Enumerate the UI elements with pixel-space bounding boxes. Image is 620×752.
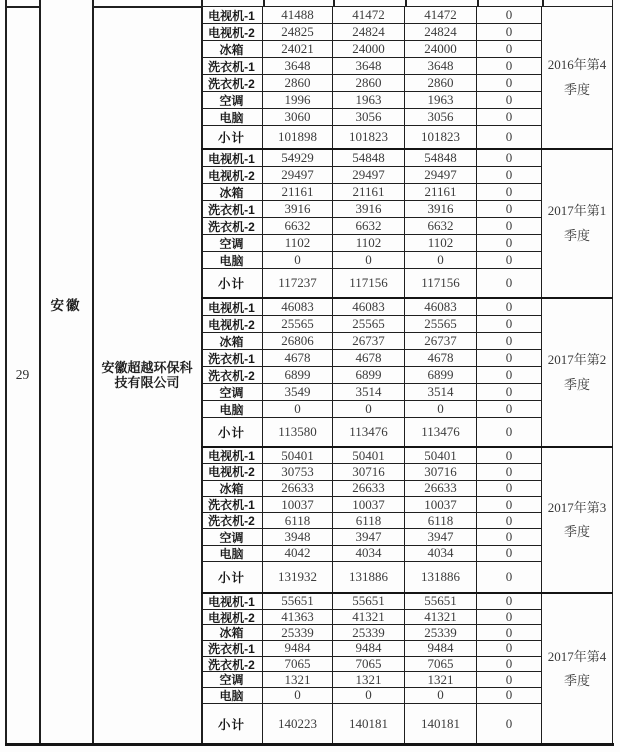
subtotal-label: 小计 bbox=[201, 126, 263, 148]
value-cell: 0 bbox=[477, 109, 542, 126]
value-cell: 0 bbox=[477, 384, 542, 401]
value-cell: 0 bbox=[477, 688, 542, 704]
value-cell: 0 bbox=[477, 657, 542, 673]
value-cell: 41321 bbox=[405, 610, 477, 626]
value-cell: 1963 bbox=[405, 92, 477, 109]
subtotal-label: 小计 bbox=[201, 562, 263, 592]
value-cell: 25339 bbox=[405, 625, 477, 641]
value-cell: 3056 bbox=[405, 109, 477, 126]
value-cell: 9484 bbox=[405, 641, 477, 657]
value-cell: 24000 bbox=[405, 41, 477, 58]
value-cell: 3916 bbox=[333, 201, 405, 218]
row-index-cell bbox=[6, 6, 39, 743]
subtotal-value-cell: 131886 bbox=[333, 562, 405, 592]
value-cell: 21161 bbox=[405, 184, 477, 201]
subtotal-value-cell: 113476 bbox=[405, 418, 477, 446]
value-cell: 0 bbox=[477, 672, 542, 688]
category-label: 电视机-1 bbox=[201, 594, 263, 610]
subtotal-value-cell: 101898 bbox=[263, 126, 333, 148]
subtotal-value-cell: 117237 bbox=[263, 269, 333, 297]
category-label: 冰箱 bbox=[201, 184, 263, 201]
value-cell: 7065 bbox=[333, 657, 405, 673]
value-cell: 2860 bbox=[405, 75, 477, 92]
value-cell: 4042 bbox=[263, 546, 333, 562]
value-cell: 2860 bbox=[263, 75, 333, 92]
value-cell: 55651 bbox=[333, 594, 405, 610]
value-cell: 50401 bbox=[263, 448, 333, 464]
company-cell bbox=[93, 6, 201, 743]
value-cell: 26737 bbox=[405, 333, 477, 350]
value-cell: 10037 bbox=[333, 497, 405, 513]
quarter-label: 2017年第4季度 bbox=[542, 594, 613, 744]
category-label: 洗衣机-1 bbox=[201, 497, 263, 513]
category-label: 电视机-1 bbox=[201, 150, 263, 167]
value-cell: 0 bbox=[477, 150, 542, 167]
value-cell: 0 bbox=[477, 41, 542, 58]
value-cell: 46083 bbox=[263, 299, 333, 316]
value-cell: 3648 bbox=[333, 58, 405, 75]
value-cell: 1321 bbox=[263, 672, 333, 688]
value-cell: 25339 bbox=[263, 625, 333, 641]
value-cell: 1102 bbox=[263, 235, 333, 252]
value-cell: 0 bbox=[477, 58, 542, 75]
category-label: 洗衣机-1 bbox=[201, 201, 263, 218]
value-cell: 3514 bbox=[405, 384, 477, 401]
quarter-label: 2017年第2季度 bbox=[542, 299, 613, 446]
value-cell: 26633 bbox=[333, 481, 405, 497]
value-cell: 29497 bbox=[263, 167, 333, 184]
value-cell: 0 bbox=[333, 688, 405, 704]
value-cell: 4678 bbox=[263, 350, 333, 367]
quarter-block-2017-q3 bbox=[201, 446, 613, 592]
subtotal-value-cell: 117156 bbox=[405, 269, 477, 297]
quarter-label: 2017年第1季度 bbox=[542, 150, 613, 297]
table-border-bottom bbox=[5, 743, 614, 746]
value-cell: 41321 bbox=[333, 610, 405, 626]
value-cell: 6899 bbox=[263, 367, 333, 384]
value-cell: 4678 bbox=[405, 350, 477, 367]
subtotal-value-cell: 131886 bbox=[405, 562, 477, 592]
value-cell: 6118 bbox=[405, 513, 477, 529]
value-cell: 0 bbox=[477, 610, 542, 626]
value-cell: 1963 bbox=[333, 92, 405, 109]
value-cell: 41488 bbox=[263, 7, 333, 24]
category-label: 电视机-2 bbox=[201, 167, 263, 184]
value-cell: 1321 bbox=[405, 672, 477, 688]
quarter-block-2017-q2 bbox=[201, 297, 613, 446]
quarter-block-2017-q1 bbox=[201, 148, 613, 297]
subtotal-value-cell: 101823 bbox=[333, 126, 405, 148]
value-cell: 24824 bbox=[333, 24, 405, 41]
value-cell: 0 bbox=[477, 448, 542, 464]
value-cell: 24000 bbox=[333, 41, 405, 58]
category-label: 空调 bbox=[201, 92, 263, 109]
subtotal-value-cell: 113580 bbox=[263, 418, 333, 446]
value-cell: 0 bbox=[405, 252, 477, 269]
value-cell: 3056 bbox=[333, 109, 405, 126]
value-cell: 29497 bbox=[333, 167, 405, 184]
value-cell: 30753 bbox=[263, 464, 333, 480]
subtotal-value-cell: 113476 bbox=[333, 418, 405, 446]
category-label: 电脑 bbox=[201, 252, 263, 269]
value-cell: 10037 bbox=[405, 497, 477, 513]
value-cell: 55651 bbox=[263, 594, 333, 610]
value-cell: 0 bbox=[477, 367, 542, 384]
company-label: 安徽超越环保科技有限公司 bbox=[101, 359, 193, 390]
value-cell: 24825 bbox=[263, 24, 333, 41]
value-cell: 24824 bbox=[405, 24, 477, 41]
subtotal-value-cell: 140223 bbox=[263, 704, 333, 744]
value-cell: 4034 bbox=[333, 546, 405, 562]
value-cell: 3648 bbox=[405, 58, 477, 75]
quarter-block-2016-q4 bbox=[201, 6, 613, 148]
quarter-label: 2016年第4季度 bbox=[542, 7, 613, 148]
value-cell: 1102 bbox=[405, 235, 477, 252]
value-cell: 6632 bbox=[263, 218, 333, 235]
value-cell: 24021 bbox=[263, 41, 333, 58]
value-cell: 29497 bbox=[405, 167, 477, 184]
value-cell: 55651 bbox=[405, 594, 477, 610]
subtotal-value-cell: 0 bbox=[477, 269, 542, 297]
value-cell: 0 bbox=[477, 201, 542, 218]
value-cell: 10037 bbox=[263, 497, 333, 513]
value-cell: 0 bbox=[263, 688, 333, 704]
category-label: 电脑 bbox=[201, 546, 263, 562]
value-cell: 6118 bbox=[333, 513, 405, 529]
category-label: 冰箱 bbox=[201, 333, 263, 350]
value-cell: 0 bbox=[477, 641, 542, 657]
value-cell: 0 bbox=[477, 464, 542, 480]
category-label: 电视机-1 bbox=[201, 448, 263, 464]
value-cell: 6632 bbox=[333, 218, 405, 235]
category-label: 洗衣机-2 bbox=[201, 657, 263, 673]
subtotal-value-cell: 0 bbox=[477, 704, 542, 744]
value-cell: 21161 bbox=[263, 184, 333, 201]
value-cell: 41363 bbox=[263, 610, 333, 626]
value-cell: 1321 bbox=[333, 672, 405, 688]
category-label: 电视机-2 bbox=[201, 316, 263, 333]
value-cell: 41472 bbox=[405, 7, 477, 24]
category-label: 洗衣机-1 bbox=[201, 641, 263, 657]
value-cell: 3514 bbox=[333, 384, 405, 401]
category-label: 空调 bbox=[201, 235, 263, 252]
value-cell: 0 bbox=[477, 401, 542, 418]
value-cell: 0 bbox=[477, 92, 542, 109]
value-cell: 0 bbox=[477, 184, 542, 201]
subtotal-value-cell: 131932 bbox=[263, 562, 333, 592]
category-label: 电视机-1 bbox=[201, 299, 263, 316]
value-cell: 0 bbox=[477, 7, 542, 24]
value-cell: 0 bbox=[333, 252, 405, 269]
category-label: 冰箱 bbox=[201, 41, 263, 58]
category-label: 空调 bbox=[201, 529, 263, 545]
value-cell: 41472 bbox=[333, 7, 405, 24]
subtotal-value-cell: 0 bbox=[477, 126, 542, 148]
subtotal-value-cell: 101823 bbox=[405, 126, 477, 148]
value-cell: 0 bbox=[477, 594, 542, 610]
value-cell: 0 bbox=[333, 401, 405, 418]
value-cell: 0 bbox=[477, 235, 542, 252]
value-cell: 3948 bbox=[263, 529, 333, 545]
subtotal-value-cell: 0 bbox=[477, 418, 542, 446]
value-cell: 9484 bbox=[263, 641, 333, 657]
value-cell: 1102 bbox=[333, 235, 405, 252]
value-cell: 0 bbox=[263, 252, 333, 269]
value-cell: 21161 bbox=[333, 184, 405, 201]
value-cell: 0 bbox=[477, 333, 542, 350]
value-cell: 0 bbox=[405, 688, 477, 704]
category-label: 电视机-1 bbox=[201, 7, 263, 24]
value-cell: 3947 bbox=[333, 529, 405, 545]
category-label: 洗衣机-2 bbox=[201, 218, 263, 235]
category-label: 电视机-2 bbox=[201, 610, 263, 626]
category-label: 空调 bbox=[201, 384, 263, 401]
subtotal-value-cell: 140181 bbox=[333, 704, 405, 744]
value-cell: 46083 bbox=[405, 299, 477, 316]
value-cell: 4678 bbox=[333, 350, 405, 367]
value-cell: 3916 bbox=[405, 201, 477, 218]
value-cell: 6118 bbox=[263, 513, 333, 529]
category-label: 洗衣机-2 bbox=[201, 75, 263, 92]
value-cell: 26633 bbox=[405, 481, 477, 497]
value-cell: 30716 bbox=[405, 464, 477, 480]
value-cell: 3916 bbox=[263, 201, 333, 218]
province-label: 安徽 bbox=[50, 298, 82, 313]
category-label: 冰箱 bbox=[201, 625, 263, 641]
value-cell: 0 bbox=[477, 252, 542, 269]
value-cell: 3648 bbox=[263, 58, 333, 75]
subtotal-value-cell: 117156 bbox=[333, 269, 405, 297]
quarter-block-2017-q4 bbox=[201, 592, 613, 744]
value-cell: 26806 bbox=[263, 333, 333, 350]
value-cell: 3947 bbox=[405, 529, 477, 545]
value-cell: 6899 bbox=[405, 367, 477, 384]
value-cell: 9484 bbox=[333, 641, 405, 657]
row-index: 29 bbox=[15, 366, 30, 382]
category-label: 洗衣机-2 bbox=[201, 513, 263, 529]
value-cell: 4034 bbox=[405, 546, 477, 562]
value-cell: 0 bbox=[477, 546, 542, 562]
value-cell: 0 bbox=[405, 401, 477, 418]
value-cell: 0 bbox=[477, 625, 542, 641]
value-cell: 25565 bbox=[333, 316, 405, 333]
value-cell: 0 bbox=[477, 316, 542, 333]
value-cell: 0 bbox=[477, 167, 542, 184]
value-cell: 50401 bbox=[333, 448, 405, 464]
province-cell bbox=[40, 0, 92, 744]
category-label: 冰箱 bbox=[201, 481, 263, 497]
subtotal-value-cell: 140181 bbox=[405, 704, 477, 744]
value-cell: 0 bbox=[477, 299, 542, 316]
quarter-label: 2017年第3季度 bbox=[542, 448, 613, 592]
value-cell: 1996 bbox=[263, 92, 333, 109]
value-cell: 2860 bbox=[333, 75, 405, 92]
value-cell: 0 bbox=[477, 481, 542, 497]
subtotal-label: 小计 bbox=[201, 704, 263, 744]
value-cell: 25339 bbox=[333, 625, 405, 641]
category-label: 电视机-2 bbox=[201, 464, 263, 480]
category-label: 电脑 bbox=[201, 688, 263, 704]
category-label: 空调 bbox=[201, 672, 263, 688]
value-cell: 0 bbox=[477, 497, 542, 513]
value-cell: 26737 bbox=[333, 333, 405, 350]
value-cell: 0 bbox=[477, 350, 542, 367]
category-label: 电脑 bbox=[201, 109, 263, 126]
value-cell: 0 bbox=[477, 75, 542, 92]
value-cell: 54848 bbox=[333, 150, 405, 167]
value-cell: 7065 bbox=[263, 657, 333, 673]
category-label: 洗衣机-1 bbox=[201, 350, 263, 367]
value-cell: 0 bbox=[477, 513, 542, 529]
value-cell: 0 bbox=[263, 401, 333, 418]
value-cell: 0 bbox=[477, 24, 542, 41]
value-cell: 30716 bbox=[333, 464, 405, 480]
value-cell: 54848 bbox=[405, 150, 477, 167]
value-cell: 6899 bbox=[333, 367, 405, 384]
category-label: 电脑 bbox=[201, 401, 263, 418]
subtotal-value-cell: 0 bbox=[477, 562, 542, 592]
category-label: 洗衣机-1 bbox=[201, 58, 263, 75]
value-cell: 25565 bbox=[263, 316, 333, 333]
value-cell: 50401 bbox=[405, 448, 477, 464]
subtotal-label: 小计 bbox=[201, 418, 263, 446]
value-cell: 0 bbox=[477, 218, 542, 235]
value-cell: 26633 bbox=[263, 481, 333, 497]
category-label: 洗衣机-2 bbox=[201, 367, 263, 384]
value-cell: 3060 bbox=[263, 109, 333, 126]
category-label: 电视机-2 bbox=[201, 24, 263, 41]
value-cell: 3549 bbox=[263, 384, 333, 401]
value-cell: 0 bbox=[477, 529, 542, 545]
subtotal-label: 小计 bbox=[201, 269, 263, 297]
value-cell: 7065 bbox=[405, 657, 477, 673]
value-cell: 6632 bbox=[405, 218, 477, 235]
value-cell: 46083 bbox=[333, 299, 405, 316]
value-cell: 25565 bbox=[405, 316, 477, 333]
value-cell: 54929 bbox=[263, 150, 333, 167]
